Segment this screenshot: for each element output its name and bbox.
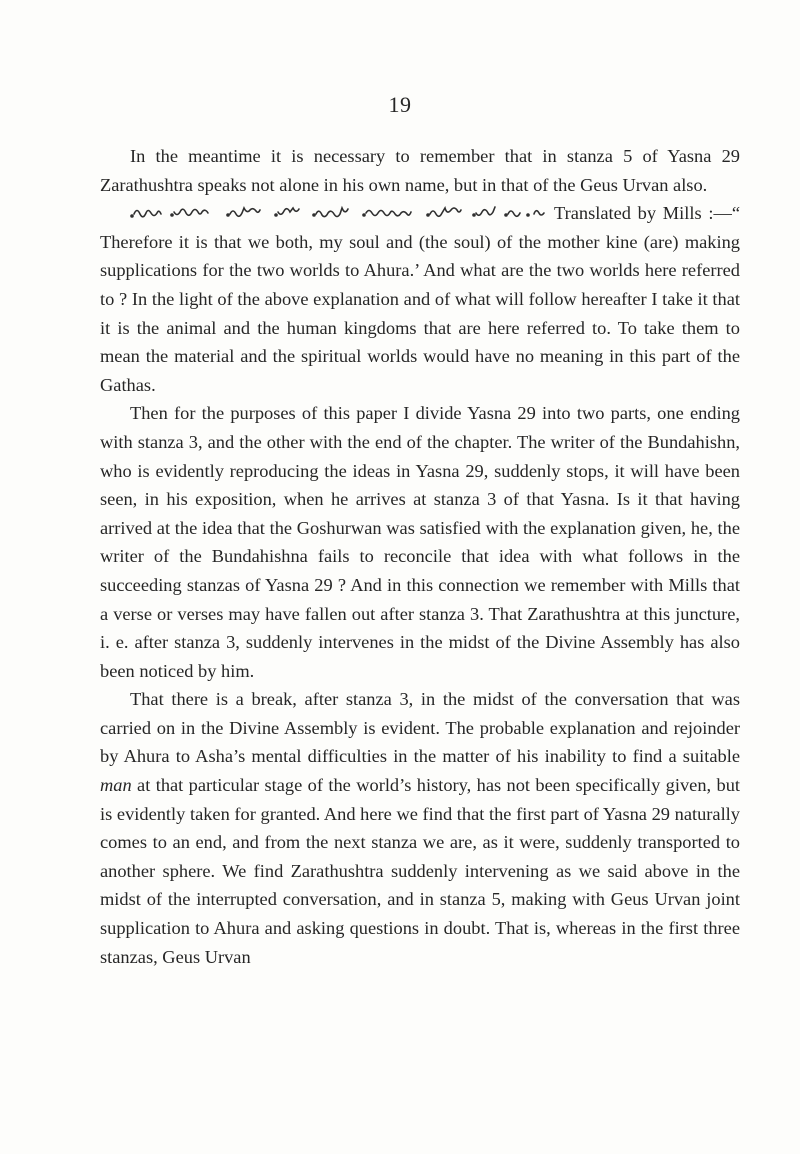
page-number: 19 <box>388 92 412 117</box>
paragraph-1: In the meantime it is necessary to remember that in stanza 5 of Yasna 29 Zarathushtra speaks not alone in his own name, but in that of the Geus Urvan also. <box>100 146 740 195</box>
paragraph-3: Then for the purposes of this paper I divide Yasna 29 into two parts, one ending with stanza 3, and the other with the end of the chapter. The writer of the Bundahishn, who is evidently reproducing the ideas in Yasna 29, suddenly stops, it will have been seen, in his exposition, when he arrives at stanza 3 of that Yasna. Is it that having arrived at the idea that the Goshurwan was satisfied with the explanation given, he, the writer of the Bundahishna fails to reconcile that idea with what follows in the succeeding stanzas of Yasna 29 ? And in this connection we remember with Mills that a verse or verses may have fallen out after stanza 3. That Zarathushtra at this juncture, i. e. after stanza 3, suddenly intervenes in the midst of the Divine Assembly has also been noticed by him. <box>100 403 740 681</box>
paragraph-4-part-1: That there is a break, after stanza 3, in the midst of the conversation that was carried on in the Divine Assembly is evident. The probable explanation and rejoinder by Ahura to Asha’s mental difficulties in the matter of his inability to find a suitable <box>100 689 740 767</box>
avestan-script-quotation <box>130 202 548 222</box>
paragraph-4-part-2: at that particular stage of the world’s history, has not been specifically given, but is evidently taken for granted. And here we find that the first part of Yasna 29 naturally comes to an end, and from the next stanza we are, as it were, suddenly transported to another sphere. We find Zarathushtra suddenly intervening as we said above in the midst of the interrupted conversation, and in stanza 5, making with Geus Urvan joint supplication to Ahura and asking questions in doubt. That is, whereas in the first three stanzas, Geus Urvan <box>100 775 740 967</box>
body-text <box>100 142 740 971</box>
paragraph-4 <box>100 685 740 971</box>
paragraph-2 <box>100 199 740 399</box>
emphasized-word-man: man <box>100 775 132 796</box>
paragraph-2-text: Translated by Mills :—“ Therefore it is that we both, my soul and (the soul) of the mother kine (are) making supplications for the two worlds to Ahura.’ And what are the two worlds here referred to ? In the light of the above explanation and of what will follow hereafter I take it that it is the animal and the human kingdoms that are here referred to. To take them to mean the material and the spiritual worlds would have no meaning in this part of the Gathas. <box>100 203 740 395</box>
